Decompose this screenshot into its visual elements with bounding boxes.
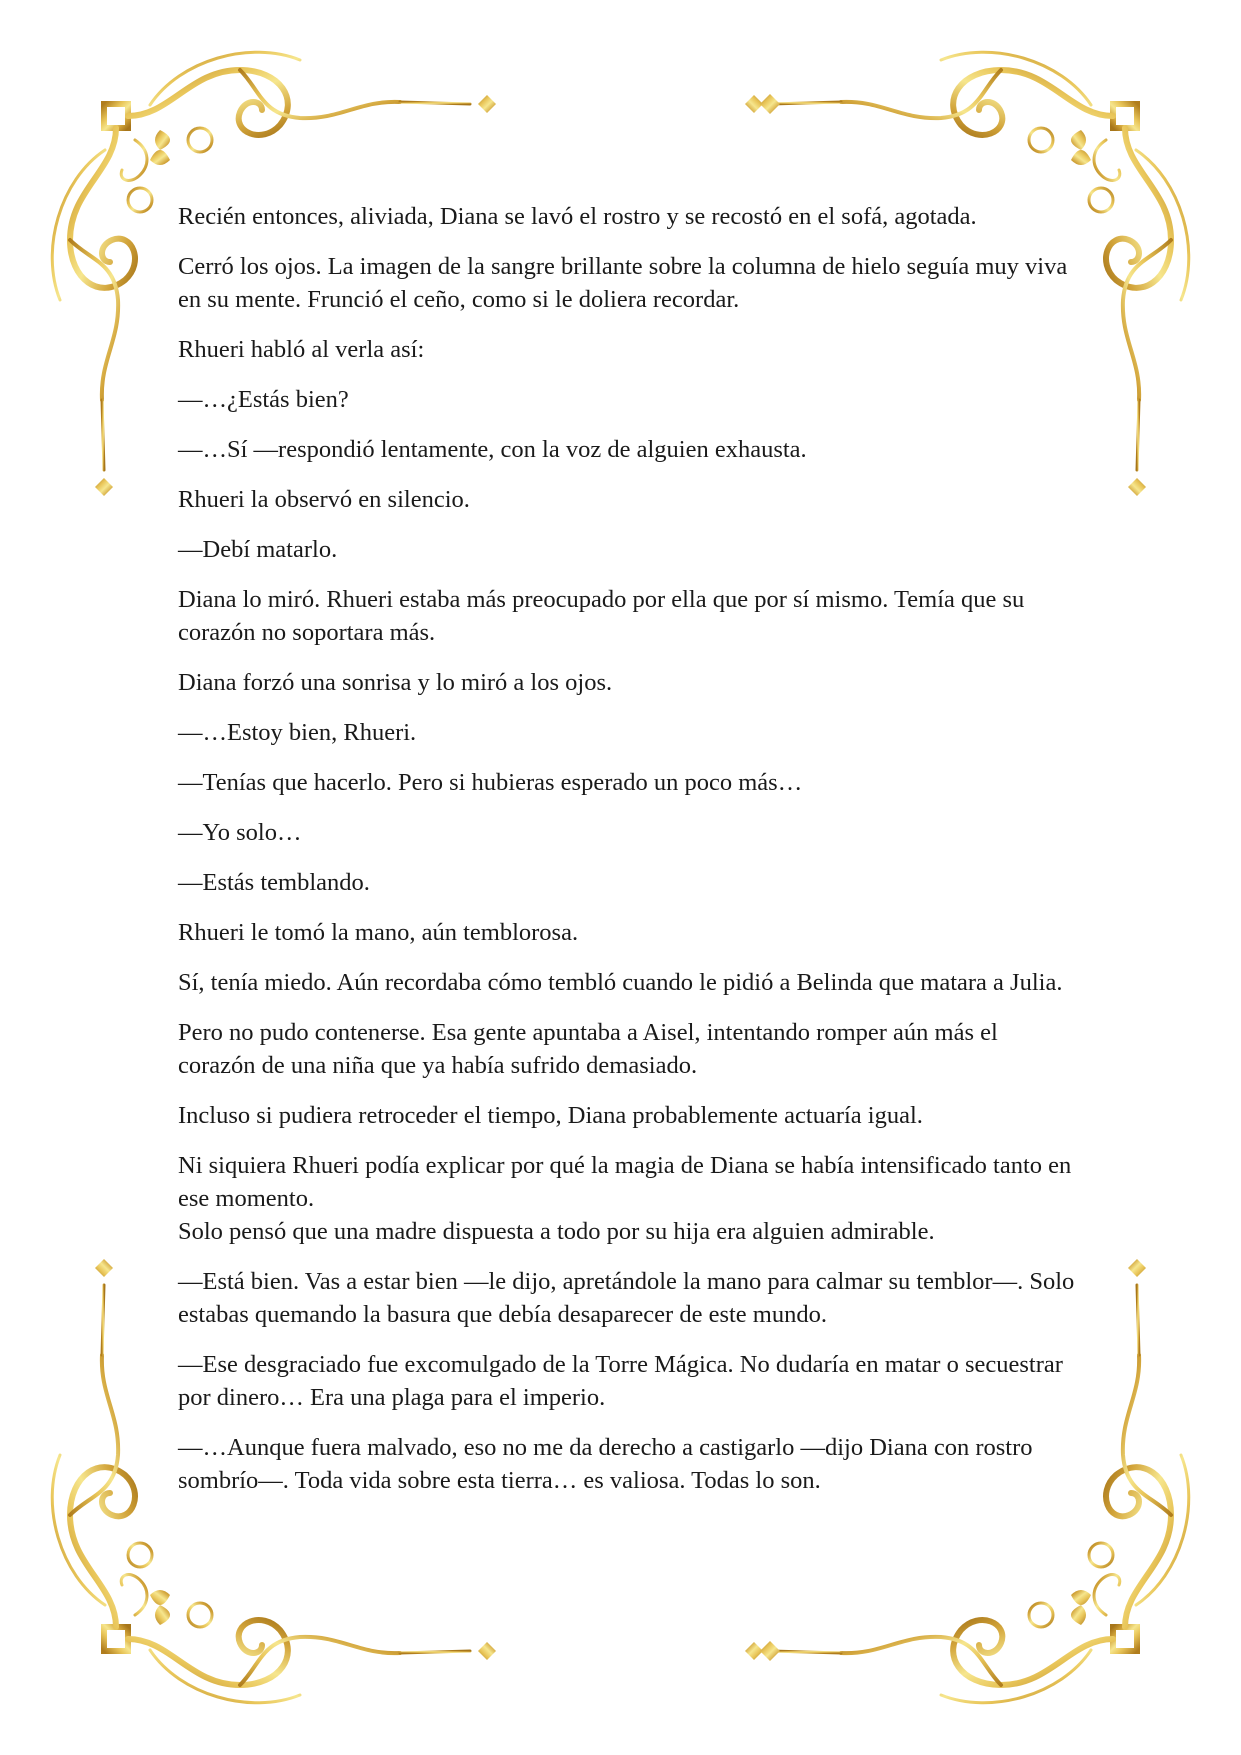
paragraph: —Ese desgraciado fue excomulgado de la Torre Mágica. No dudaría en matar o secuestrar por dinero… Era una plaga para el imperio.	[178, 1351, 1063, 1411]
paragraph: —…Aunque fuera malvado, eso no me da derecho a castigarlo —dijo Diana con rostro sombrío—. Toda vida sobre esta tierra… es valiosa. Todas lo son.	[178, 1434, 1033, 1494]
paragraph: Diana lo miró. Rhueri estaba más preocupado por ella que por sí mismo. Temía que su corazón no soportara más.	[178, 586, 1025, 646]
story-text	[178, 200, 1078, 1514]
paragraph: Pero no pudo contenerse. Esa gente apuntaba a Aisel, intentando romper aún más el corazón de una niña que ya había sufrido demasiado.	[178, 1019, 998, 1079]
paragraph: —Yo solo…	[178, 819, 302, 846]
paragraph: —…Estoy bien, Rhueri.	[178, 719, 417, 746]
paragraph: —Estás temblando.	[178, 869, 370, 896]
paragraph: —Tenías que hacerlo. Pero si hubieras esperado un poco más…	[178, 769, 803, 796]
paragraph: Diana forzó una sonrisa y lo miró a los ojos.	[178, 669, 613, 696]
paragraph: Recién entonces, aliviada, Diana se lavó el rostro y se recostó en el sofá, agotada.	[178, 203, 977, 230]
paragraph: Rhueri la observó en silencio.	[178, 486, 470, 513]
paragraph: Rhueri habló al verla así:	[178, 336, 425, 363]
paragraph: Sí, tenía miedo. Aún recordaba cómo tembló cuando le pidió a Belinda que matara a Julia.	[178, 969, 1063, 996]
paragraph: —…Sí —respondió lentamente, con la voz de alguien exhausta.	[178, 436, 807, 463]
paragraph: —Está bien. Vas a estar bien —le dijo, apretándole la mano para calmar su temblor—. Solo estabas quemando la basura que debía desaparecer de este mundo.	[178, 1268, 1075, 1328]
paragraph: Ni siquiera Rhueri podía explicar por qué la magia de Diana se había intensificado tanto en ese momento. Solo pensó que una madre dispuesta a todo por su hija era alguien admirable.	[178, 1152, 1072, 1245]
paragraph: —…¿Estás bien?	[178, 386, 349, 413]
paragraph: Rhueri le tomó la mano, aún temblorosa.	[178, 919, 579, 946]
paragraph: Cerró los ojos. La imagen de la sangre brillante sobre la columna de hielo seguía muy viva en su mente. Frunció el ceño, como si le doliera recordar.	[178, 253, 1068, 313]
paragraph: —Debí matarlo.	[178, 536, 338, 563]
paragraph: Incluso si pudiera retroceder el tiempo, Diana probablemente actuaría igual.	[178, 1102, 923, 1129]
